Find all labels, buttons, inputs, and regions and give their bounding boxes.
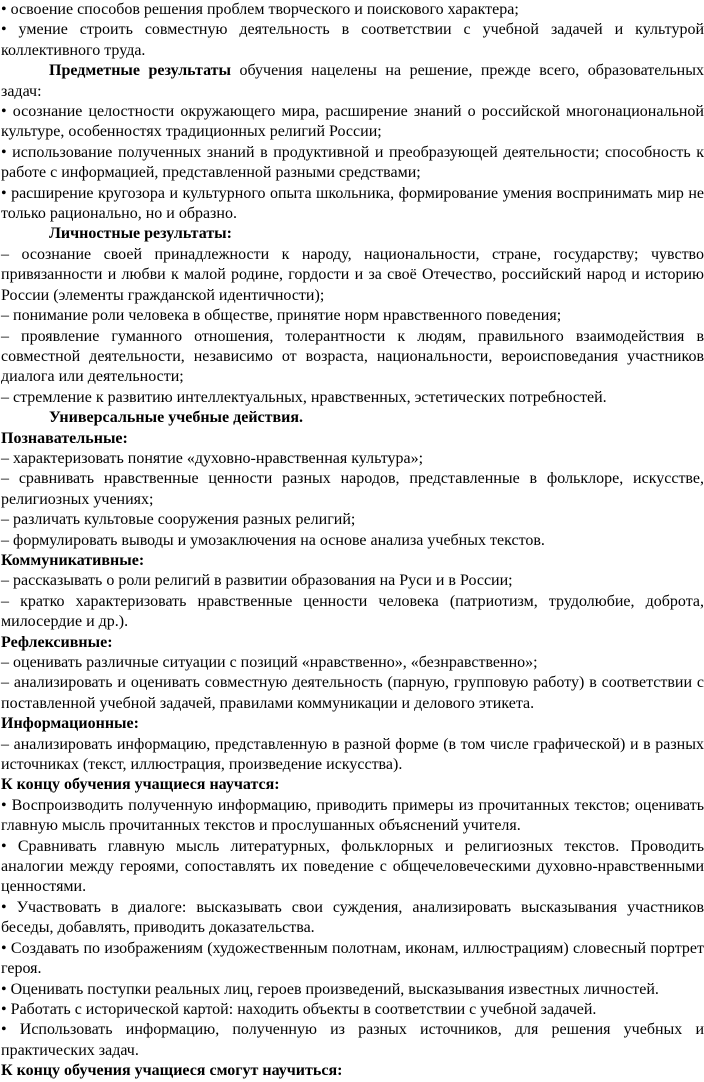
paragraph-aspiration: – стремление к развитию интеллектуальных, нравственных, эстетических потребностей. xyxy=(1,388,607,406)
paragraph-creative-methods: • освоение способов решения проблем творческого и поискового характера; xyxy=(1,1,519,18)
paragraph-tell-role: – рассказывать о роли религий в развитии образования на Руси и в России; xyxy=(1,572,513,590)
paragraph-moral-values: – кратко характеризовать нравственные ценности человека (патриотизм, трудолюбие, доброта, милосердие и др.). xyxy=(1,592,704,631)
paragraph-analyze-information: – анализировать информацию, представленную в разной форме (в том числе графической) и в разных источниках (текст, иллюстрация, произведение искусства). xyxy=(1,735,704,774)
paragraph-belonging: – осознание своей принадлежности к народу, национальности, стране, государству; чувство привязанности и любви к малой родине, гордости и за своё Отечество, российский народ и историю России (элементы гражданской идентичности); xyxy=(1,245,704,304)
paragraph-compare-values: – сравнивать нравственные ценности разных народов, представленные в фольклоре, искусстве, религиозных учениях; xyxy=(1,470,704,508)
paragraph-subject-results xyxy=(1,61,704,102)
paragraph-use-information: • Использовать информацию, полученную из разных источников, для решения учебных и практических задач. xyxy=(1,1021,704,1059)
paragraph-humane-attitude: – проявление гуманного отношения, толерантности к людям, правильного взаимодействия в совместной деятельности, независимо от возраста, национальности, вероисповедания участников диалога или деятельности; xyxy=(1,327,704,386)
paragraph-portrait: • Создавать по изображениям (художественным полотнам, иконам, иллюстрациям) словесный портрет героя. xyxy=(1,939,704,978)
subject-results-text: обучения нацелены на решение, прежде всего, образовательных задач: xyxy=(1,62,704,100)
paragraph-distinguish: – различать культовые сооружения разных религий; xyxy=(1,511,356,529)
communicative-heading: Коммуникативные: xyxy=(1,551,145,569)
paragraph-reproduce: • Воспроизводить полученную информацию, приводить примеры из прочитанных текстов; оценивать главную мысль прочитанных текстов и прослушанных объяснений учителя. xyxy=(1,796,704,835)
can-learn-heading: К концу обучения учащиеся смогут научиться: xyxy=(1,1062,343,1080)
paragraph-historical-map: • Работать с исторической картой: находить объекты в соответствии с учебной задачей. xyxy=(1,1000,597,1018)
paragraph-evaluate-actions: • Оценивать поступки реальных лиц, героев произведений, высказывания известных личностей. xyxy=(1,980,659,998)
cognitive-heading: Познавательные: xyxy=(1,429,128,447)
subject-results-heading: Предметные результаты xyxy=(49,62,232,80)
paragraph-knowledge-use: • использование полученных знаний в продуктивной и преобразующей деятельности; способность к работе с информацией, представленной разными средствами; xyxy=(1,143,704,182)
paragraph-compare-main-idea: • Сравнивать главную мысль литературных, фольклорных и религиозных текстов. Проводить аналогии между героями, сопоставлять их поведение с общечеловеческими духовно-нравственными ценностями. xyxy=(1,837,704,896)
paragraph-world-integrity: • осознание целостности окружающего мира, расширение знаний о российской многонациональной культуре, особенностях традиционных религий России; xyxy=(1,103,704,141)
learn-heading: К концу обучения учащиеся научатся: xyxy=(1,776,280,794)
personal-results-heading: Личностные результаты: xyxy=(49,225,232,243)
paragraph-horizon: • расширение кругозора и культурного опыта школьника, формирование умения воспринимать мир не только рационально, но и образно. xyxy=(1,184,704,223)
paragraph-characterize: – характеризовать понятие «духовно-нравственная культура»; xyxy=(1,449,424,467)
paragraph-joint-activity: • умение строить совместную деятельность в соответствии с учебной задачей и культурой коллективного труда. xyxy=(1,21,704,59)
paragraph-human-role: – понимание роли человека в обществе, принятие норм нравственного поведения; xyxy=(1,307,562,325)
universal-actions-heading: Универсальные учебные действия. xyxy=(49,409,304,427)
paragraph-analyze-activity: – анализировать и оценивать совместную деятельность (парную, групповую работу) в соответствии с поставленной учебной задачей, правилами коммуникации и делового этикета. xyxy=(1,674,704,712)
paragraph-conclusions: – формулировать выводы и умозаключения на основе анализа учебных текстов. xyxy=(1,531,545,549)
paragraph-dialogue: • Участвовать в диалоге: высказывать свои суждения, анализировать высказывания участников беседы, добавлять, приводить доказательства. xyxy=(1,898,704,937)
paragraph-evaluate-situations: – оценивать различные ситуации с позиций «нравственно», «безнравственно»; xyxy=(1,654,538,671)
reflexive-heading: Рефлексивные: xyxy=(1,633,113,651)
informational-heading: Информационные: xyxy=(1,715,139,733)
